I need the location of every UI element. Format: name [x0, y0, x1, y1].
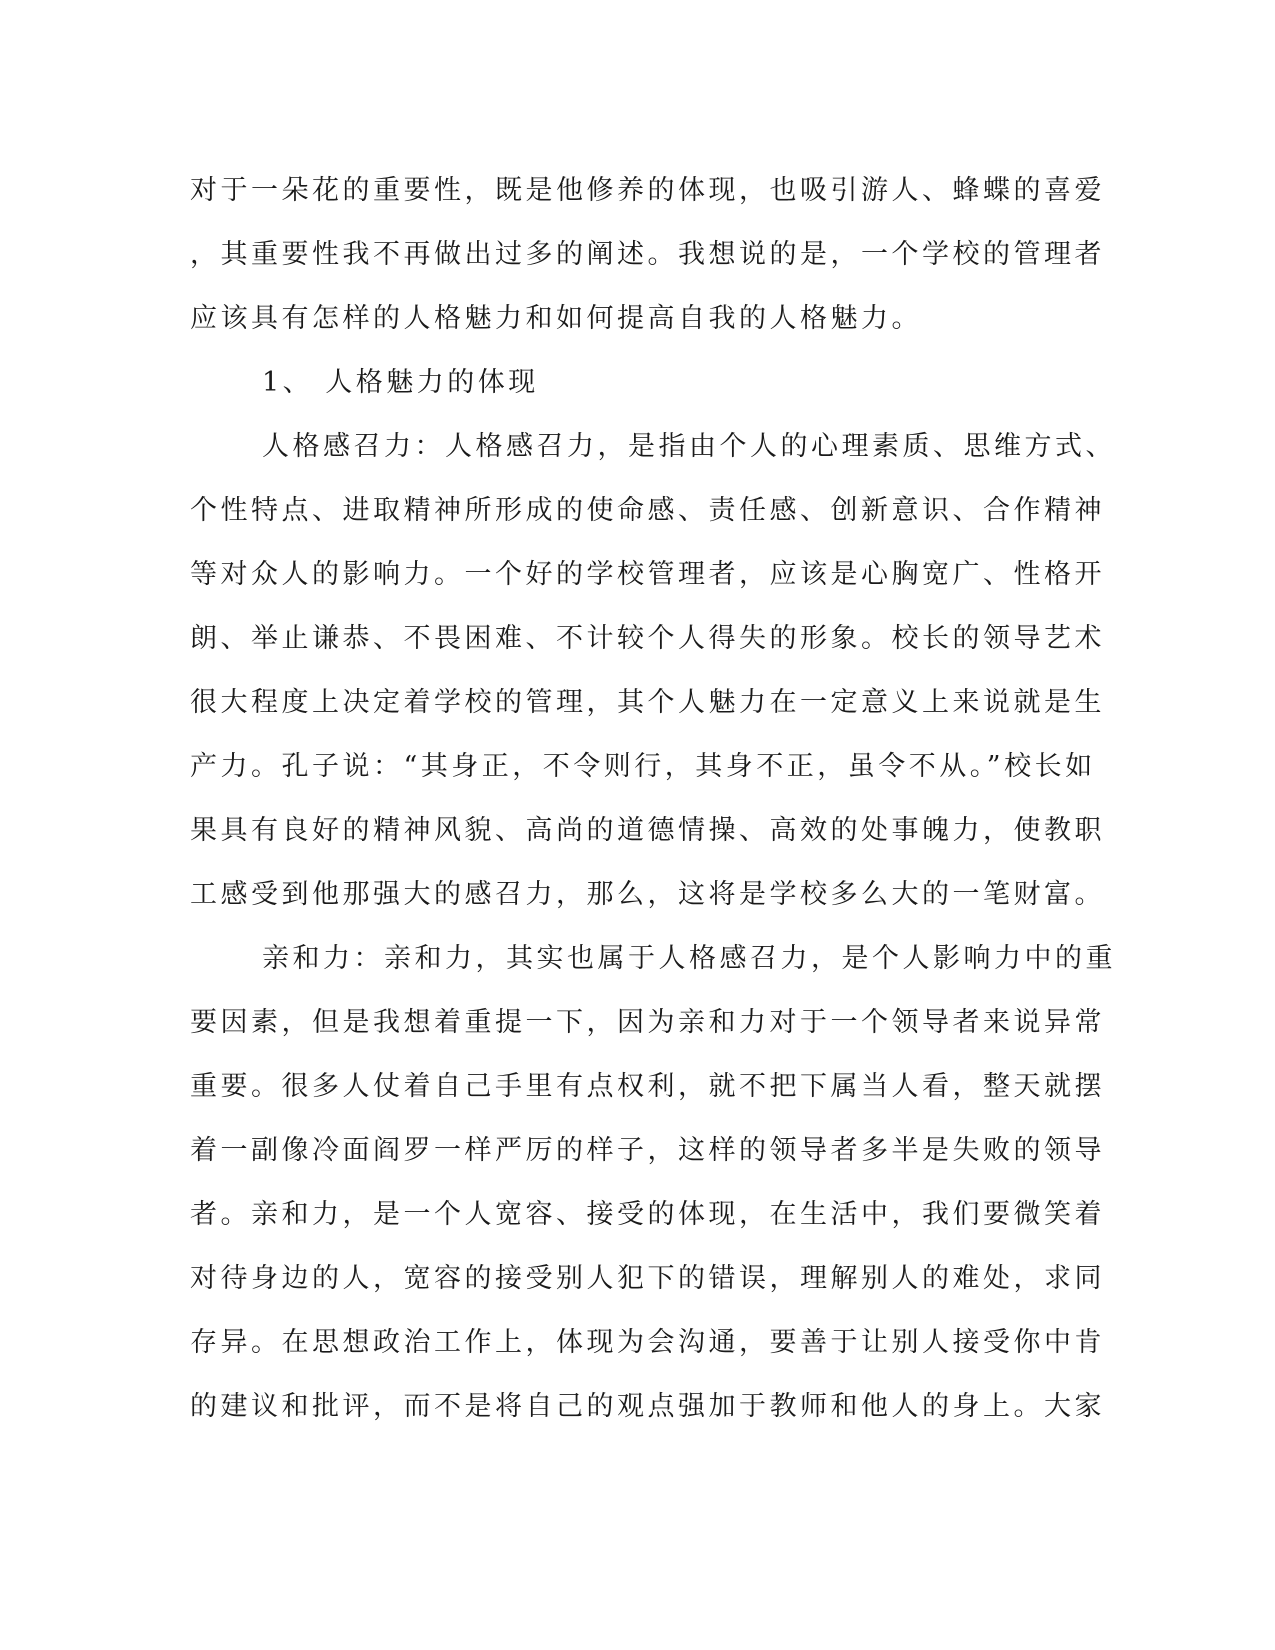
text-line-5: 人格感召力：人格感召力，是指由个人的心理素质、思维方式、 — [262, 431, 1116, 462]
text-line-20: 的建议和批评，而不是将自己的观点强加于教师和他人的身上。大家 — [190, 1391, 1105, 1422]
body-text — [190, 159, 1116, 1439]
text-line-1: 对于一朵花的重要性，既是他修养的体现，也吸引游人、蜂蝶的喜爱 — [190, 175, 1105, 206]
text-line-18: 对待身边的人，宽容的接受别人犯下的错误，理解别人的难处，求同 — [190, 1263, 1105, 1294]
text-line-9: 很大程度上决定着学校的管理，其个人魅力在一定意义上来说就是生 — [190, 687, 1105, 718]
text-line-3: 应该具有怎样的人格魅力和如何提高自我的人格魅力。 — [190, 303, 922, 334]
text-line-7: 等对众人的影响力。一个好的学校管理者，应该是心胸宽广、性格开 — [190, 559, 1105, 590]
text-line-2: ，其重要性我不再做出过多的阐述。我想说的是，一个学校的管理者 — [190, 239, 1105, 270]
text-line-6: 个性特点、进取精神所形成的使命感、责任感、创新意识、合作精神 — [190, 495, 1105, 526]
text-line-16: 着一副像冷面阎罗一样严厉的样子，这样的领导者多半是失败的领导 — [190, 1135, 1105, 1166]
section-heading: 1、 人格魅力的体现 — [262, 367, 539, 398]
text-line-12: 工感受到他那强大的感召力，那么，这将是学校多么大的一笔财富。 — [190, 879, 1105, 910]
text-line-17: 者。亲和力，是一个人宽容、接受的体现，在生活中，我们要微笑着 — [190, 1199, 1105, 1230]
text-line-10: 产力。孔子说：“其身正，不令则行，其身不正，虽令不从。”校长如 — [190, 751, 1096, 782]
text-line-13: 亲和力：亲和力，其实也属于人格感召力，是个人影响力中的重 — [262, 943, 1116, 974]
text-line-15: 重要。很多人仗着自己手里有点权利，就不把下属当人看，整天就摆 — [190, 1071, 1105, 1102]
text-line-11: 果具有良好的精神风貌、高尚的道德情操、高效的处事魄力，使教职 — [190, 815, 1105, 846]
text-line-8: 朗、举止谦恭、不畏困难、不计较个人得失的形象。校长的领导艺术 — [190, 623, 1105, 654]
text-line-14: 要因素，但是我想着重提一下，因为亲和力对于一个领导者来说异常 — [190, 1007, 1105, 1038]
text-line-19: 存异。在思想政治工作上，体现为会沟通，要善于让别人接受你中肯 — [190, 1327, 1105, 1358]
